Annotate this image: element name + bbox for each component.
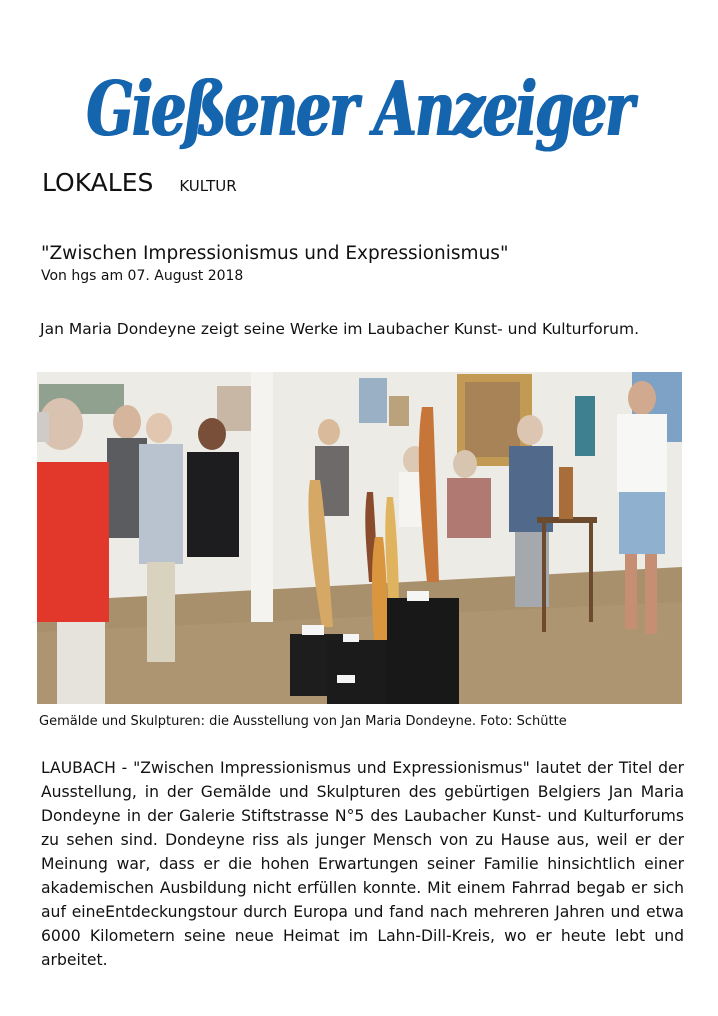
subsection-label[interactable]: KULTUR (179, 177, 237, 195)
article-byline: Von hgs am 07. August 2018 (41, 268, 244, 284)
article-body: LAUBACH - "Zwischen Impressionismus und Expressionismus" lautet der Titel der Ausstellung, in der Gemälde und Skulpturen des gebürtigen Belgiers Jan Maria Dondeyne in der Galerie Stiftstrasse N°5 des Laubacher Kunst- und Kulturforums zu sehen sind. Dondeyne riss als junger Mensch von zu Hause aus, weil er der Meinung war, dass er die hohen Erwartungen seiner Familie hinsichtlich einer akademischen Ausbildung nicht erfüllen konnte. Mit einem Fahrrad begab er sich auf eineEntdeckungstour durch Europa und fand nach mehreren Jahren und etwa 6000 Kilometern seine neue Heimat im Lahn-Dill-Kreis, wo er heute lebt und arbeitet. (41, 759, 684, 969)
photo-caption: Gemälde und Skulpturen: die Ausstellung von Jan Maria Dondeyne. Foto: Schütte (39, 714, 567, 729)
article-headline: "Zwischen Impressionismus und Expressionismus" (41, 243, 509, 264)
masthead-title: Gießener Anzeiger (87, 66, 633, 154)
section-header (42, 168, 237, 197)
masthead-logo[interactable] (87, 64, 633, 156)
article-lead: Jan Maria Dondeyne zeigt seine Werke im Laubacher Kunst- und Kulturforum. (40, 320, 640, 338)
photo-illustration (37, 372, 682, 704)
section-label[interactable]: LOKALES (42, 168, 154, 197)
article-photo (37, 372, 682, 704)
